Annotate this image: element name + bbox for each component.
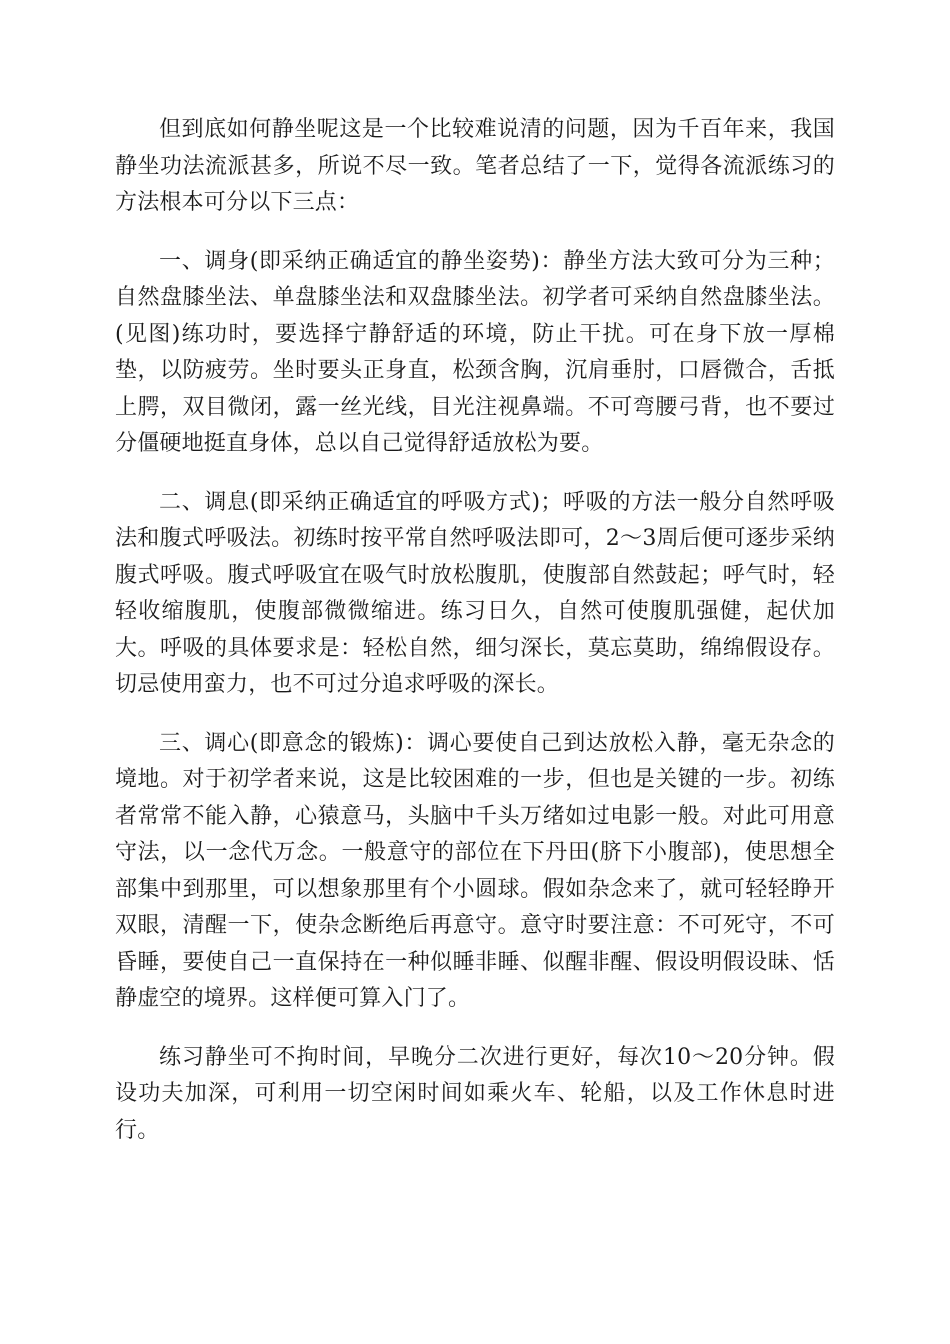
paragraph-adjust-mind: 三、调心(即意念的锻炼)：调心要使自己到达放松入静，毫无杂念的境地。对于初学者来说，这是比较困难的一步，但也是关键的一步。初练者常常不能入静，心猿意马，头脑中千头万绪如过电影一般。对此可用意守法，以一念代万念。一般意守的部位在下丹田(脐下小腹部)，使思想全部集中到那里，可以想象那里有个小圆球。假如杂念来了，就可轻轻睁开双眼，清醒一下，使杂念断绝后再意守。意守时要注意：不可死守，不可昏睡，要使自己一直保持在一种似睡非睡、似醒非醒、假设明假设昧、恬静虚空的境界。这样便可算入门了。 bbox=[115, 730, 835, 1011]
paragraph-adjust-breath: 二、调息(即采纳正确适宜的呼吸方式)；呼吸的方法一般分自然呼吸法和腹式呼吸法。初练时按平常自然呼吸法即可，2～3周后便可逐步采纳腹式呼吸。腹式呼吸宜在吸气时放松腹肌，使腹部自然鼓起；呼气时，轻轻收缩腹肌，使腹部微微缩进。练习日久，自然可使腹肌强健，起伏加大。呼吸的具体要求是：轻松自然，细匀深长，莫忘莫助，绵绵假设存。切忌使用蛮力，也不可过分追求呼吸的深长。 bbox=[115, 489, 835, 697]
paragraph-practice-time: 练习静坐可不拘时间，早晚分二次进行更好，每次10～20分钟。假设功夫加深，可利用一切空闲时间如乘火车、轮船，以及工作休息时进行。 bbox=[115, 1044, 835, 1143]
paragraph-adjust-body: 一、调身(即采纳正确适宜的静坐姿势)：静坐方法大致可分为三种；自然盘膝坐法、单盘膝坐法和双盘膝坐法。初学者可采纳自然盘膝坐法。(见图)练功时，要选择宁静舒适的环境，防止干扰。可在身下放一厚棉垫，以防疲劳。坐时要头正身直，松颈含胸，沉肩垂肘，口唇微合，舌抵上腭，双目微闭，露一丝光线，目光注视鼻端。不可弯腰弓背，也不要过分僵硬地挺直身体，总以自己觉得舒适放松为要。 bbox=[115, 248, 835, 456]
paragraph-intro: 但到底如何静坐呢这是一个比较难说清的问题，因为千百年来，我国静坐功法流派甚多，所说不尽一致。笔者总结了一下，觉得各流派练习的方法根本可分以下三点： bbox=[115, 117, 835, 215]
document-body bbox=[115, 112, 835, 1171]
